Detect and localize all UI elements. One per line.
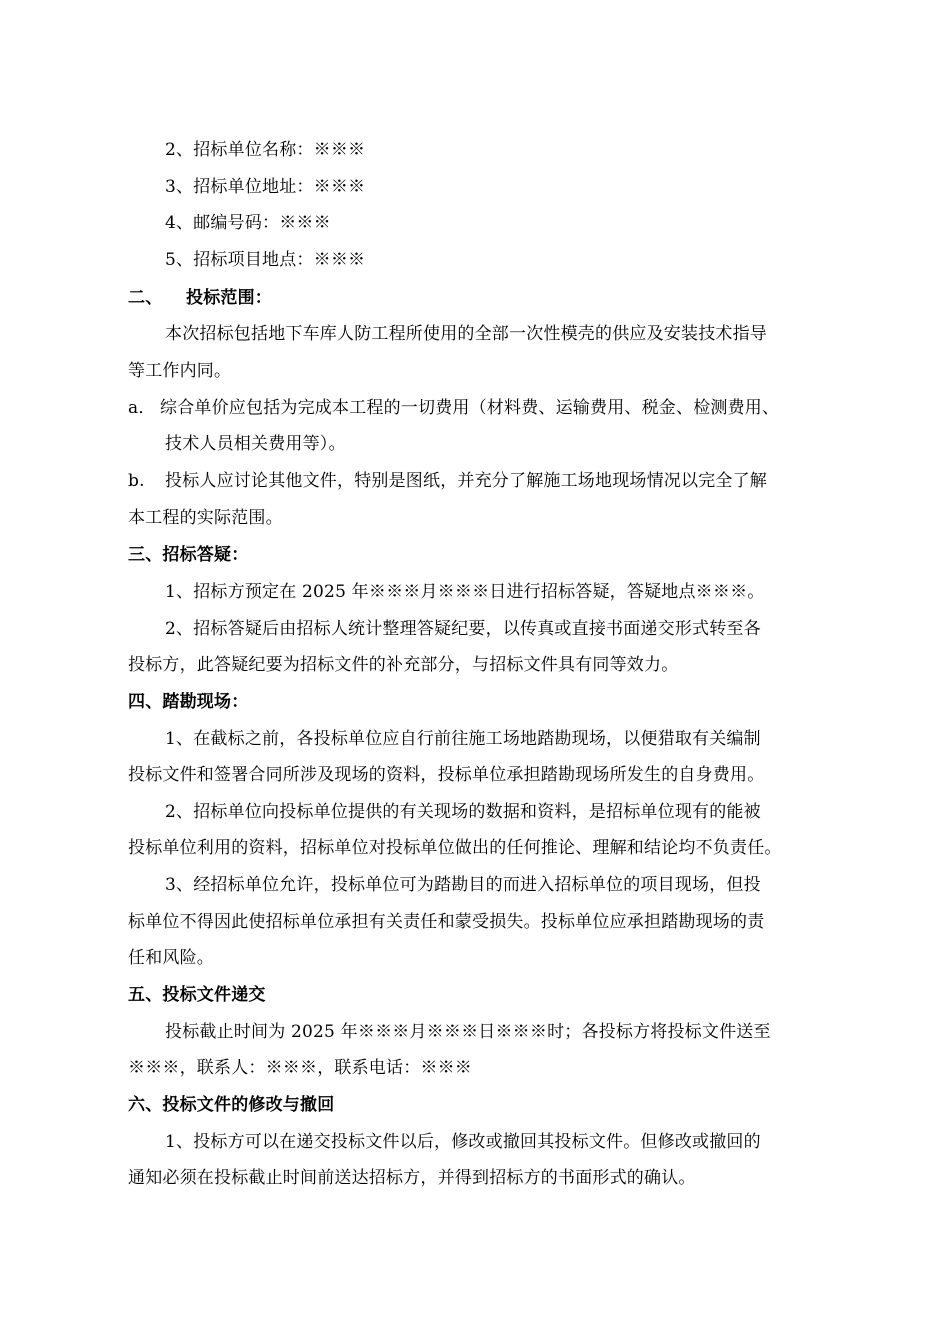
list-marker-b: b. xyxy=(128,471,145,491)
text-line-survey-1: 1、在截标之前，各投标单位应自行前往施工场地踏勘现场，以便猎取有关编制 xyxy=(165,729,761,749)
text-line-submission-1: 投标截止时间为 2025 年※※※月※※※日※※※时；各投标方将投标文件送至 xyxy=(165,1022,771,1042)
text-line-scope-2: 等工作内同。 xyxy=(128,361,232,381)
text-line-submission-2: ※※※，联系人：※※※，联系电话：※※※ xyxy=(128,1058,472,1078)
text-line-item-b-2: 本工程的实际范围。 xyxy=(128,508,283,528)
text-line-project-location: 5、招标项目地点：※※※ xyxy=(165,250,366,270)
section-heading-qa: 三、招标答疑： xyxy=(128,545,249,565)
text-line-survey-2: 投标文件和签署合同所涉及现场的资料，投标单位承担踏勘现场所发生的自身费用。 xyxy=(128,765,765,785)
text-line-survey-6: 标单位不得因此使招标单位承担有关责任和蒙受损失。投标单位应承担踏勘现场的责 xyxy=(128,912,765,932)
section-heading-site-survey: 四、踏勘现场： xyxy=(128,692,249,712)
text-line-qa-3: 投标方，此答疑纪要为招标文件的补充部分，与招标文件具有同等效力。 xyxy=(128,655,679,675)
text-line-unit-address: 3、招标单位地址：※※※ xyxy=(165,177,366,197)
text-line-item-b-1: 投标人应讨论其他文件，特别是图纸，并充分了解施工场地现场情况以完全了解 xyxy=(165,471,767,491)
list-marker-a: a． xyxy=(128,398,156,418)
text-line-survey-4: 投标单位利用的资料，招标单位对投标单位做出的任何推论、理解和结论均不负责任。 xyxy=(128,838,782,858)
text-line-qa-2: 2、招标答疑后由招标人统计整理答疑纪要，以传真或直接书面递交形式转至各 xyxy=(165,619,761,639)
section-heading-modification: 六、投标文件的修改与撤回 xyxy=(128,1095,335,1115)
section-heading-scope: 投标范围： xyxy=(186,288,272,308)
section-heading-number-2: 二、 xyxy=(128,288,163,308)
section-heading-submission: 五、投标文件递交 xyxy=(128,985,266,1005)
text-line-survey-3: 2、招标单位向投标单位提供的有关现场的数据和资料，是招标单位现有的能被 xyxy=(165,802,761,822)
text-line-postcode: 4、邮编号码：※※※ xyxy=(165,213,331,233)
text-line-modification-2: 通知必须在投标截止时间前送达招标方，并得到招标方的书面形式的确认。 xyxy=(128,1168,696,1188)
text-line-qa-1: 1、招标方预定在 2025 年※※※月※※※日进行招标答疑，答疑地点※※※。 xyxy=(165,582,765,602)
text-line-item-a-1: 综合单价应包括为完成本工程的一切费用（材料费、运输费用、税金、检测费用、 xyxy=(160,398,780,418)
text-line-survey-7: 任和风险。 xyxy=(128,948,214,968)
text-line-scope-1: 本次招标包括地下车库人防工程所使用的全部一次性模壳的供应及安装技术指导 xyxy=(165,324,767,344)
text-line-unit-name: 2、招标单位名称：※※※ xyxy=(165,140,366,160)
text-line-modification-1: 1、投标方可以在递交投标文件以后，修改或撤回其投标文件。但修改或撤回的 xyxy=(165,1132,761,1152)
text-line-survey-5: 3、经招标单位允许，投标单位可为踏勘目的而进入招标单位的项目现场，但投 xyxy=(165,875,761,895)
text-line-item-a-2: 技术人员相关费用等）。 xyxy=(165,434,346,454)
